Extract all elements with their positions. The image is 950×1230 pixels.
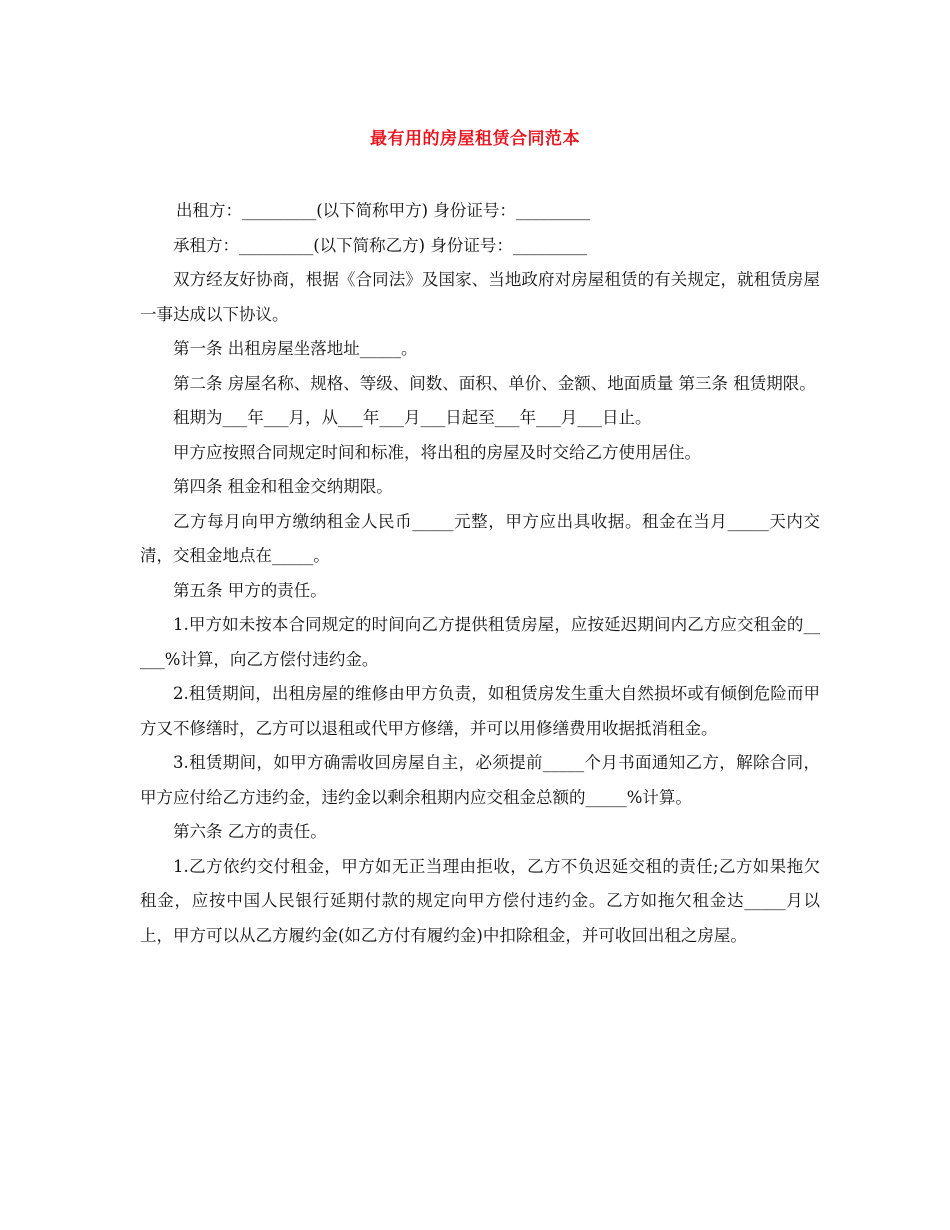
paragraph-article-1: 第一条 出租房屋坐落地址_____。 (173, 339, 418, 358)
paragraph-preamble: 双方经友好协商，根据《合同法》及国家、当地政府对房屋租赁的有关规定，就租赁房屋一事达成以下协议。 (140, 270, 820, 324)
paragraph-article-2: 第二条 房屋名称、规格、等级、间数、面积、单价、金额、地面质量 第三条 租赁期限。 (173, 373, 816, 393)
paragraph-lessee: 承租方：_________(以下简称乙方) 身份证号：_________ (173, 235, 588, 255)
paragraph-article-5: 第五条 甲方的责任。 (173, 580, 327, 600)
paragraph-rent-payment: 乙方每月向甲方缴纳租金人民币_____元整，甲方应出具收据。租金在当月_____天内交清，交租金地点在_____。 (140, 511, 820, 565)
document-body (140, 194, 820, 953)
document-title: 最有用的房屋租赁合同范本 (370, 129, 580, 149)
paragraph-lessor-duty-1: 1.甲方如未按本合同规定的时间向乙方提供租赁房屋，应按延迟期间内乙方应交租金的_____%计算，向乙方偿付违约金。 (140, 615, 820, 669)
paragraph-article-4: 第四条 租金和租金交纳期限。 (173, 477, 393, 496)
paragraph-lessor-duty-3: 3.租赁期间，如甲方确需收回房屋自主，必须提前_____个月书面通知乙方，解除合同，甲方应付给乙方违约金，违约金以剩余租期内应交租金总额的_____%计算。 (140, 753, 820, 807)
paragraph-lease-term: 租期为___年___月，从___年___月___日起至___年___月___日止。 (173, 408, 652, 427)
paragraph-delivery: 甲方应按照合同规定时间和标准，将出租的房屋及时交给乙方使用居住。 (173, 442, 701, 462)
paragraph-article-6: 第六条 乙方的责任。 (173, 822, 327, 841)
paragraph-lessee-duty-1: 1.乙方依约交付租金，甲方如无正当理由拒收，乙方不负迟延交租的责任;乙方如果拖欠租金，应按中国人民银行延期付款的规定向甲方偿付违约金。乙方如拖欠租金达_____月以上，甲方可以从乙方履约金(如乙方付有履约金)中扣除租金，并可收回出租之房屋。 (140, 856, 820, 945)
paragraph-lessor-duty-2: 2.租赁期间，出租房屋的维修由甲方负责，如租赁房发生重大自然损坏或有倾倒危险而甲方又不修缮时，乙方可以退租或代甲方修缮，并可以用修缮费用收据抵消租金。 (140, 684, 820, 738)
paragraph-lessor: 出租方：_________(以下简称甲方) 身份证号：_________ (176, 201, 591, 220)
